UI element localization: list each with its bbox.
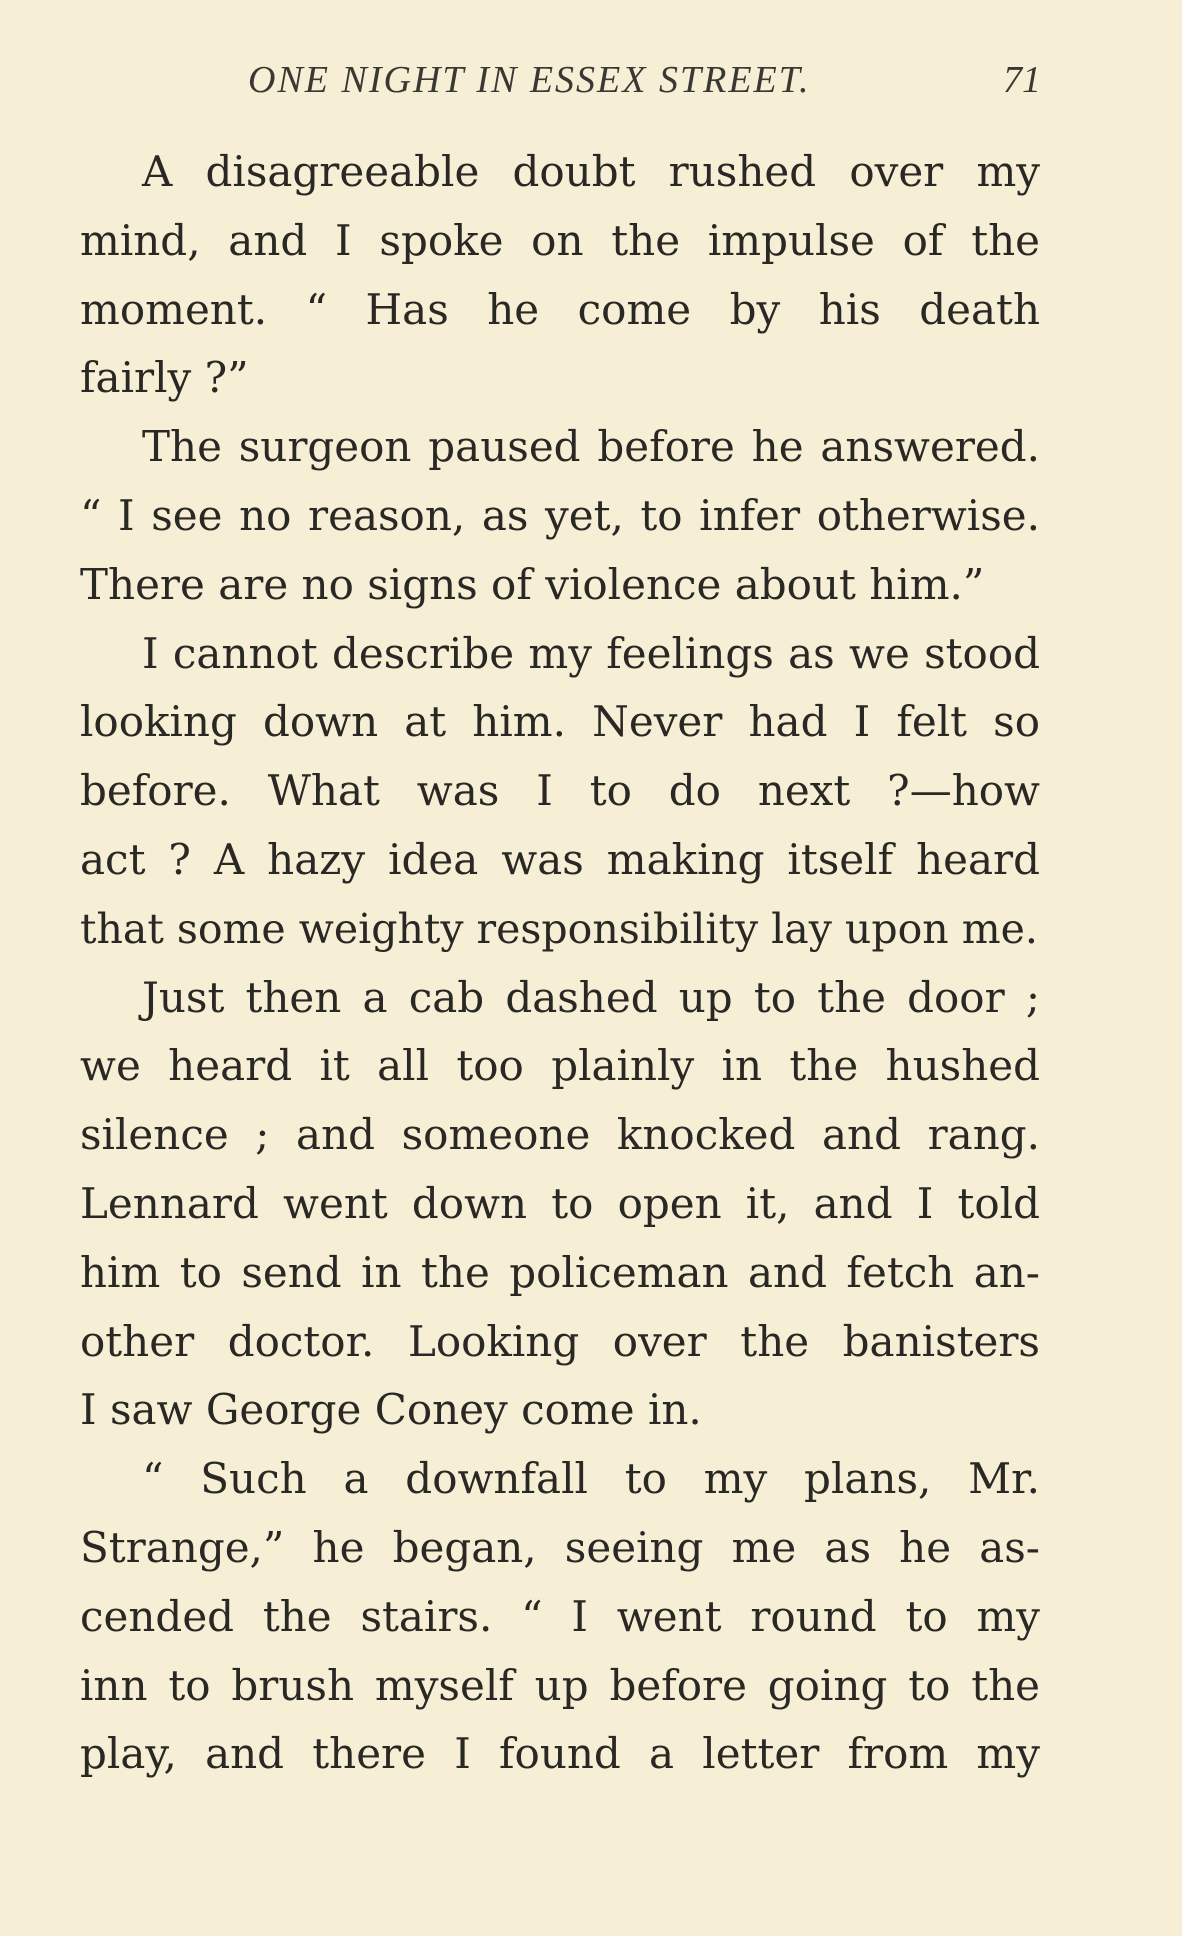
text-line: “ I see no reason, as yet, to infer otherwise. xyxy=(80,490,1040,540)
text-line: The surgeon paused before he answered. xyxy=(142,422,1040,472)
text-line: play, and there I found a letter from my xyxy=(80,1729,1040,1779)
text-line: There are no signs of violence about him.” xyxy=(80,559,985,609)
running-title: ONE NIGHT IN ESSEX STREET. xyxy=(248,59,811,101)
text-line: cended the stairs. “ I went round to my xyxy=(80,1591,1040,1641)
text-line: fairly ?” xyxy=(80,353,249,403)
text-line: “ Such a downfall to my plans, Mr. xyxy=(142,1454,1040,1504)
text-line: I cannot describe my feelings as we stood xyxy=(142,628,1040,678)
text-line: silence ; and someone knocked and rang. xyxy=(80,1110,1040,1160)
text-line: Strange,” he began, seeing me as he as- xyxy=(80,1522,1040,1572)
text-line: Lennard went down to open it, and I told xyxy=(80,1178,1040,1228)
text-line: other doctor. Looking over the banisters xyxy=(80,1316,1040,1366)
text-line: looking down at him. Never had I felt so xyxy=(80,697,1040,747)
text-line: we heard it all too plainly in the hushed xyxy=(80,1041,1040,1091)
text-line: him to send in the policeman and fetch an- xyxy=(80,1247,1040,1297)
text-line: Just then a cab dashed up to the door ; xyxy=(142,972,1040,1022)
text-line: before. What was I to do next ?—how xyxy=(80,766,1040,816)
text-line: act ? A hazy idea was making itself heard xyxy=(80,834,1040,884)
text-line: moment. “ Has he come by his death xyxy=(80,284,1040,334)
running-head xyxy=(0,58,1182,102)
text-line: mind, and I spoke on the impulse of the xyxy=(80,215,1040,265)
body-text xyxy=(80,138,1040,1789)
text-line: inn to brush myself up before going to the xyxy=(80,1660,1040,1710)
text-line: A disagreeable doubt rushed over my xyxy=(142,147,1040,196)
text-line: I saw George Coney come in. xyxy=(80,1385,702,1435)
page-number: 71 xyxy=(1003,59,1041,101)
text-line: that some weighty responsibility lay upon me. xyxy=(80,904,1038,953)
